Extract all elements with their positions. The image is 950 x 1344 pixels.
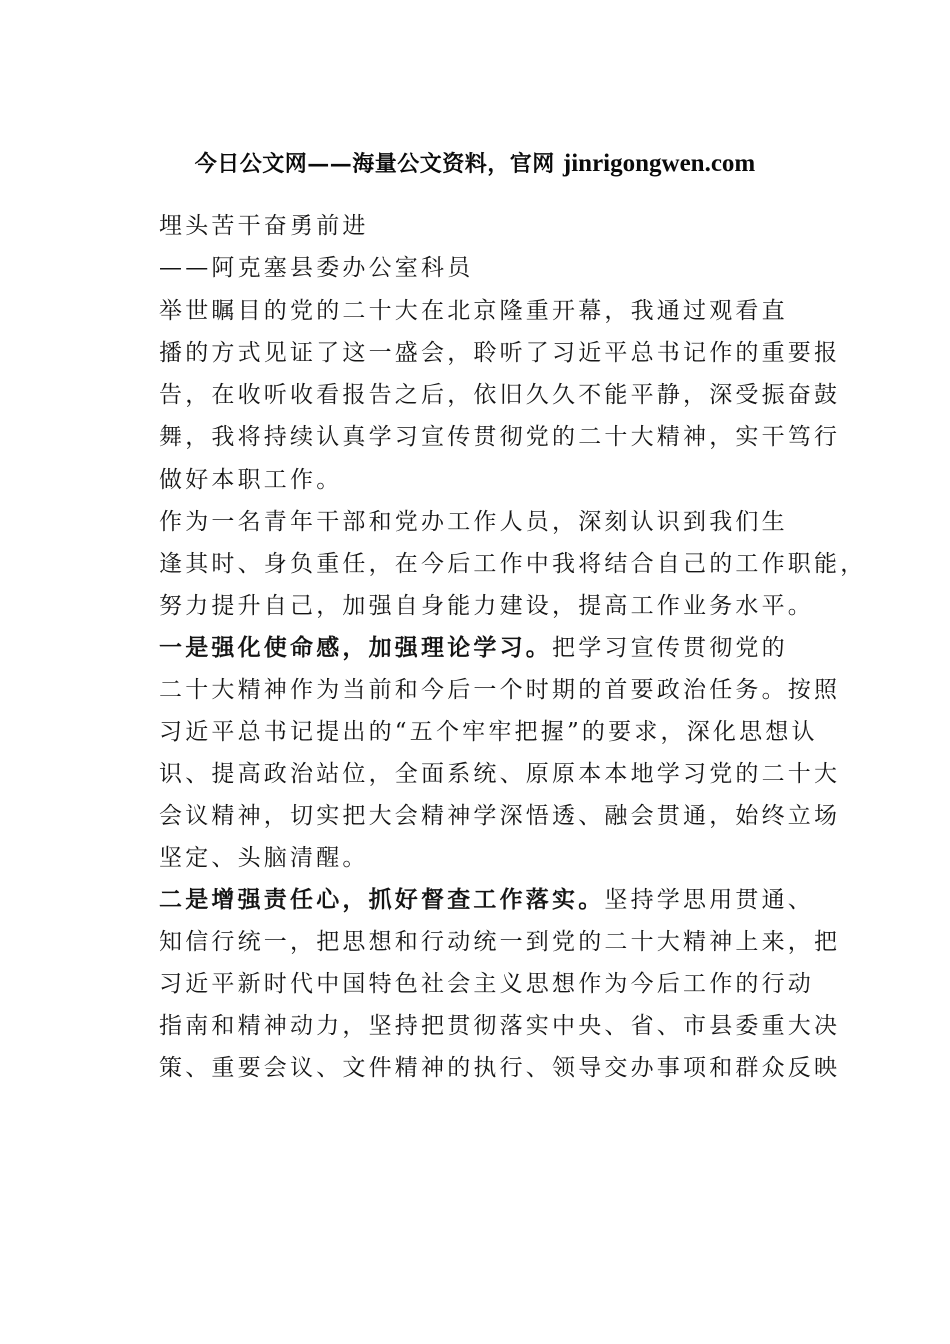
line-text: 告，在收听收看报告之后，依旧久久不能平静，深受振奋鼓	[159, 382, 841, 408]
body-line	[159, 922, 839, 962]
line-text: 知信行统一，把思想和行动统一到党的二十大精神上来，把	[159, 929, 841, 955]
line-text: 习近平总书记提出的“五个牢牢把握”的要求，深化思想认	[159, 719, 818, 745]
section-heading: 二是增强责任心，抓好督查工作落实。	[159, 886, 605, 913]
body-line	[159, 880, 839, 920]
line-text: 逢其时、身负重任，在今后工作中我将结合自己的工作职能，	[159, 551, 867, 577]
line-text: 坚持学思用贯通、	[604, 887, 815, 913]
body-line	[159, 291, 839, 331]
body-line	[159, 460, 839, 500]
line-text: 播的方式见证了这一盛会，聆听了习近平总书记作的重要报	[159, 340, 841, 366]
line-text: 做好本职工作。	[159, 467, 343, 493]
line-text: 努力提升自己，加强自身能力建设，提高工作业务水平。	[159, 593, 814, 619]
line-text: 坚定、头脑清醒。	[159, 845, 369, 871]
document-title: 埋头苦干奋勇前进	[159, 213, 369, 239]
body-line	[159, 796, 839, 836]
line-text: 舞，我将持续认真学习宣传贯彻党的二十大精神，实干笃行	[159, 424, 841, 450]
body-line	[159, 1048, 839, 1088]
body-line	[159, 964, 839, 1004]
body-line	[159, 628, 839, 668]
body-line	[159, 838, 839, 878]
body-line	[159, 712, 839, 752]
line-text: 会议精神，切实把大会精神学深悟透、融会贯通，始终立场	[159, 803, 841, 829]
line-text: 作为一名青年干部和党办工作人员，深刻认识到我们生	[159, 509, 788, 535]
body-line	[159, 1006, 839, 1046]
body-line	[159, 754, 839, 794]
line-text: 策、重要会议、文件精神的执行、领导交办事项和群众反映	[159, 1055, 841, 1081]
body-line	[159, 375, 839, 415]
line-text: 指南和精神动力，坚持把贯彻落实中央、省、市县委重大决	[159, 1013, 841, 1039]
section-heading: 一是强化使命感，加强理论学习。	[159, 634, 552, 661]
body-line	[159, 417, 839, 457]
header-text: 今日公文网——海量公文资料，官网	[194, 151, 563, 177]
site-header	[0, 144, 950, 184]
line-text: 把学习宣传贯彻党的	[552, 635, 788, 661]
body-line	[159, 544, 867, 584]
body-line	[159, 502, 839, 542]
line-text: 识、提高政治站位，全面系统、原原本本地学习党的二十大	[159, 761, 841, 787]
body-line	[159, 670, 839, 710]
line-text: 二十大精神作为当前和今后一个时期的首要政治任务。按照	[159, 677, 841, 703]
line-text: 举世瞩目的党的二十大在北京隆重开幕，我通过观看直	[159, 298, 788, 324]
header-site-url: jinrigongwen.com	[562, 150, 756, 177]
body-line	[159, 586, 839, 626]
line-text: 习近平新时代中国特色社会主义思想作为今后工作的行动	[159, 971, 814, 997]
body-line	[159, 333, 839, 373]
document-subtitle: ——阿克塞县委办公室科员	[159, 255, 474, 281]
